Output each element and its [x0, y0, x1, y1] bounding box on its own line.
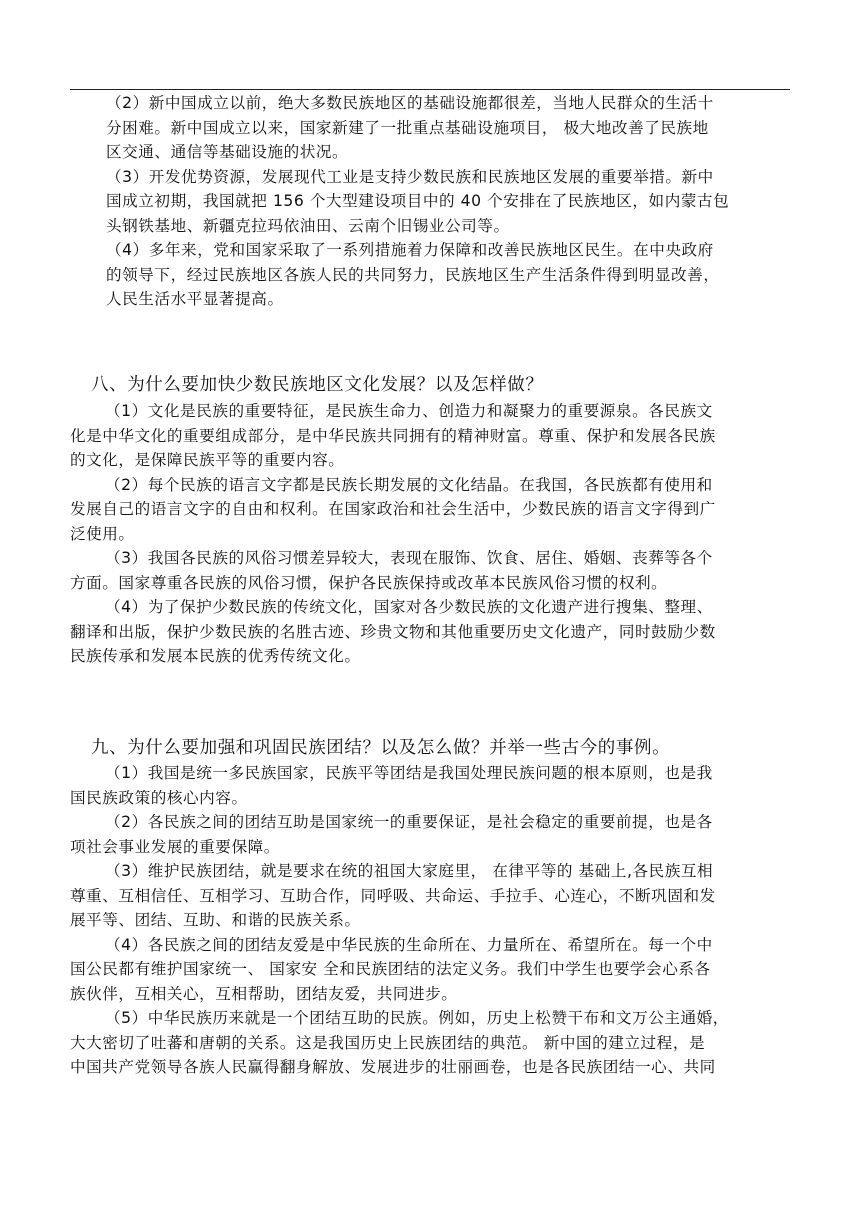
paragraph-line: 的领导下，经过民族地区各族人民的共同努力，民族地区生产生活条件得到明显改善，: [106, 265, 720, 284]
paragraph-line: 国公民都有维护国家统一、 国家安 全和民族团结的法定义务。我们中学生也要学会心系各: [70, 960, 711, 978]
paragraph-line: 民族传承和发展本民族的优秀传统文化。: [70, 647, 361, 665]
paragraph-line: 族伙伴，互相关心，互相帮助，团结友爱，共同进步。: [70, 984, 458, 1003]
paragraph-line: （3）开发优势资源，发展现代工业是支持少数民族和民族地区发展的重要举措。新中: [106, 167, 714, 186]
paragraph-line: （4）多年来，党和国家采取了一系列措施着力保障和改善民族地区民生。在中央政府: [106, 241, 714, 259]
paragraph-line: 中国共产党领导各族人民赢得翻身解放、发展进步的壮丽画卷，也是各民族团结一心、共同: [70, 1058, 716, 1076]
header-rule: [70, 89, 790, 90]
paragraph-line: （1）文化是民族的重要特征，是民族生命力、创造力和凝聚力的重要源泉。各民族文: [105, 402, 713, 420]
paragraph-line: 国成立初期，我国就把 156 个大型建设项目中的 40 个安排在了民族地区，如内蒙古包: [106, 192, 730, 210]
paragraph-line: 国民族政策的核心内容。: [70, 788, 248, 807]
paragraph-line: （2）各民族之间的团结互助是国家统一的重要保证，是社会稳定的重要前提，也是各: [105, 813, 713, 831]
paragraph-line: 项社会事业发展的重要保障。: [70, 837, 280, 856]
paragraph-line: 区交通、通信等基础设施的状况。: [106, 143, 349, 161]
paragraph-line: 人民生活水平显著提高。: [106, 290, 284, 308]
paragraph-line: （2）每个民族的语言文字都是民族长期发展的文化结晶。在我国，各民族都有使用和: [105, 475, 713, 494]
paragraph-line: 大大密切了吐蕃和唐朝的关系。这是我国历史上民族团结的典范。 新中国的建立过程，是: [70, 1033, 706, 1052]
paragraph-line: 展平等、团结、互助、和谐的民族关系。: [70, 911, 361, 929]
paragraph-line: 泛使用。: [70, 524, 135, 543]
paragraph-line: 翻译和出版，保护少数民族的名胜古迹、珍贵文物和其他重要历史文化遗产，同时鼓励少数: [70, 622, 716, 641]
paragraph-line: 尊重、互相信任、互相学习、互助合作，同呼吸、共命运、手拉手、心连心，不断巩固和发: [70, 886, 716, 905]
paragraph-line: 化是中华文化的重要组成部分，是中华民族共同拥有的精神财富。尊重、保护和发展各民族: [70, 426, 716, 445]
section8-text: [70, 399, 716, 669]
section9-heading: 九、为什么要加强和巩固民族团结？以及怎么做？并举一些古今的事例。: [91, 738, 671, 758]
paragraph-line: （1）我国是统一多民族国家，民族平等团结是我国处理民族问题的根本原则，也是我: [105, 764, 713, 782]
paragraph-line: 方面。国家尊重各民族的风俗习惯，保护各民族保持或改革本民族风俗习惯的权利。: [70, 573, 668, 592]
section8-heading: 八、为什么要加快少数民族地区文化发展？以及怎样做？: [91, 375, 544, 395]
section7-text: [106, 91, 729, 312]
paragraph-line: （2）新中国成立以前，绝大多数民族地区的基础设施都很差，当地人民群众的生活十: [106, 94, 714, 112]
paragraph-line: （4）为了保护少数民族的传统文化，国家对各少数民族的文化遗产进行搜集、整理、: [105, 598, 713, 616]
paragraph-line: 发展自己的语言文字的自由和权利。在国家政治和社会生活中，少数民族的语言文字得到广: [70, 500, 716, 518]
section9-text: [70, 761, 729, 1080]
paragraph-line: 头钢铁基地、新疆克拉玛依油田、云南个旧锡业公司等。: [106, 216, 510, 235]
paragraph-line: 分困难。新中国成立以来，国家新建了一批重点基础设施项目， 极大地改善了民族地: [106, 118, 709, 137]
paragraph-line: （4）各民族之间的团结友爱是中华民族的生命所在、力量所在、希望所在。每一个中: [105, 935, 713, 954]
paragraph-line: （5）中华民族历来就是一个团结互助的民族。例如，历史上松赞干布和文万公主通婚，: [105, 1009, 729, 1027]
paragraph-line: （3）我国各民族的风俗习惯差异较大，表现在服饰、饮食、居住、婚姻、丧葬等各个: [105, 549, 713, 567]
paragraph-line: 的文化，是保障民族平等的重要内容。: [70, 451, 345, 469]
paragraph-line: （3）维护民族团结，就是要求在统的祖国大家庭里， 在律平等的 基础上,各民族互相: [105, 862, 714, 880]
